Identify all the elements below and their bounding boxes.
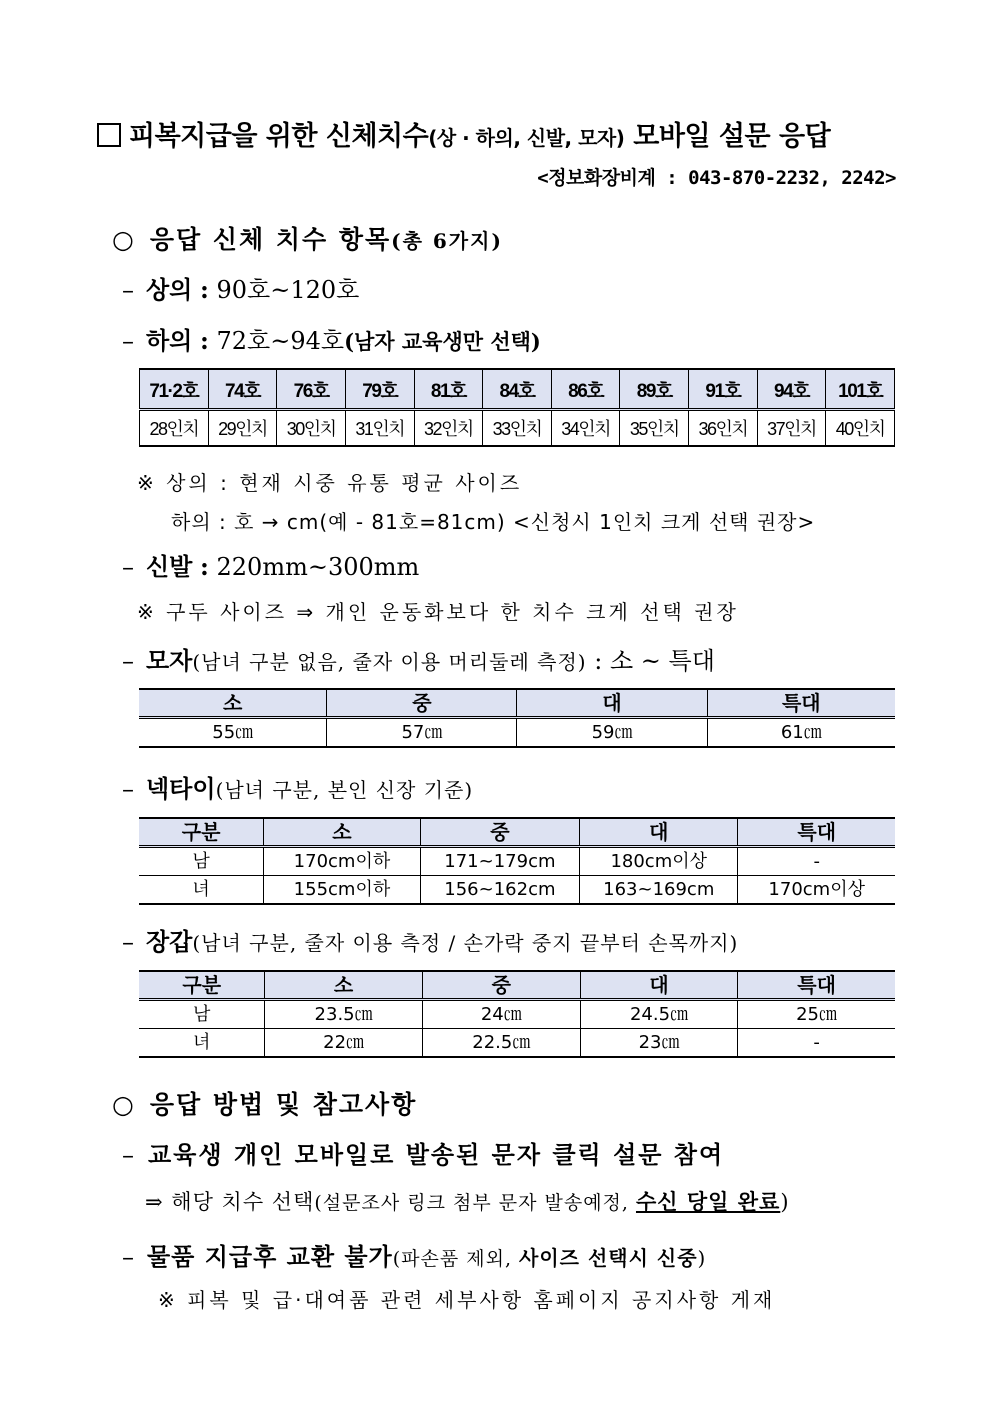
hat-line (122, 641, 715, 676)
dash: – (122, 327, 134, 355)
table-row (139, 876, 895, 905)
circle-bullet: ○ (112, 1090, 136, 1119)
section-method (112, 1085, 417, 1121)
gloves-cell: 24㎝ (422, 1000, 580, 1029)
dash: – (122, 1141, 136, 1169)
shoes-value: 220mm~300mm (216, 553, 420, 581)
table-header-row (139, 971, 895, 1000)
hat-size-header: 중 (327, 689, 517, 718)
method-sub-emphasis: 수신 당일 완료 (635, 1189, 781, 1214)
section-label: 응답 신체 치수 항목 (149, 225, 392, 254)
shoes-label: 신발 (146, 552, 193, 581)
pants-size-table (139, 368, 895, 447)
note-clothes-1: ※ 상의 : 현재 시중 유통 평균 사이즈 (137, 471, 523, 495)
section-body-sizes (112, 220, 503, 256)
shoes-line (122, 547, 419, 582)
pants-size-cell: 36인치 (689, 410, 758, 447)
method-sub-line (145, 1186, 790, 1216)
pants-size-header: 81호 (414, 369, 483, 410)
dash: – (122, 928, 134, 956)
bottom-value: 72호~94호 (216, 327, 345, 355)
necktie-cell: 170cm이상 (738, 876, 895, 905)
pants-size-header: 76호 (277, 369, 346, 410)
exchange-paren: (파손품 제외, (392, 1248, 520, 1270)
necktie-cell: 180cm이상 (580, 847, 738, 876)
pants-size-header: 94호 (757, 369, 826, 410)
top-label: 상의 (146, 275, 193, 304)
necktie-cell: 156~162cm (420, 876, 579, 905)
gloves-header-cell: 중 (422, 971, 580, 1000)
necktie-header-cell: 대 (580, 818, 738, 847)
gloves-cell: 녀 (139, 1029, 265, 1058)
necktie-header-cell: 구분 (139, 818, 264, 847)
top-value: 90호~120호 (216, 276, 360, 304)
pants-size-cell: 34인치 (551, 410, 620, 447)
gloves-header-cell: 특대 (738, 971, 895, 1000)
necktie-label: 넥타이 (146, 774, 216, 803)
method-sub-paren: (설문조사 링크 첨부 문자 발송예정, (314, 1192, 636, 1214)
necktie-header-cell: 소 (264, 818, 421, 847)
pants-size-cell: 29인치 (208, 410, 277, 447)
table-row (139, 847, 895, 876)
method-sub-text: 해당 치수 선택 (171, 1190, 315, 1214)
pants-size-header: 74호 (208, 369, 277, 410)
gloves-note: (남녀 구분, 줄자 이용 측정 / 손가락 중지 끝부터 손목까지) (192, 931, 739, 955)
necktie-cell: 녀 (139, 876, 264, 905)
hat-size-cell: 57㎝ (327, 718, 517, 748)
gloves-cell: 25㎝ (738, 1000, 895, 1029)
page-title (97, 114, 830, 153)
hat-size-cell: 55㎝ (139, 718, 327, 748)
gloves-header-cell: 대 (580, 971, 737, 1000)
bottom-size-line (122, 321, 541, 356)
title-paren: (상 · 하의, 신발, 모자) (428, 126, 625, 150)
necktie-cell: 155cm이하 (264, 876, 421, 905)
title-tail: 모바일 설문 응답 (633, 121, 831, 152)
colon: : (200, 552, 209, 581)
pants-size-header: 91호 (689, 369, 758, 410)
gloves-header-cell: 소 (265, 971, 422, 1000)
gloves-cell: 23㎝ (580, 1029, 737, 1058)
pants-size-cell: 31인치 (345, 410, 414, 447)
pants-size-cell: 28인치 (140, 410, 209, 447)
paren-close: ) (780, 1190, 790, 1214)
paren-close: ) (697, 1246, 707, 1270)
gloves-cell: - (738, 1029, 895, 1058)
method-line (122, 1135, 724, 1170)
pants-size-header: 89호 (620, 369, 689, 410)
pants-size-cell: 37인치 (757, 410, 826, 447)
table-header-row (139, 818, 895, 847)
pants-size-header: 101호 (826, 369, 895, 410)
pants-size-header: 86호 (551, 369, 620, 410)
necktie-cell: 170cm이하 (264, 847, 421, 876)
pants-size-header: 84호 (483, 369, 552, 410)
hat-size-header: 소 (139, 689, 327, 718)
dash: – (122, 1243, 135, 1271)
hat-label: 모자 (146, 646, 193, 675)
pants-size-cell: 32인치 (414, 410, 483, 447)
necktie-cell: 163~169cm (580, 876, 738, 905)
colon: : (200, 326, 209, 355)
pants-size-header: 79호 (345, 369, 414, 410)
gloves-cell: 24.5㎝ (580, 1000, 737, 1029)
bottom-note: (남자 교육생만 선택) (344, 329, 541, 354)
table-row (139, 1000, 895, 1029)
hat-size-header: 대 (517, 689, 707, 718)
hat-size-cell: 59㎝ (517, 718, 707, 748)
note-clothes-2: 하의 : 호 → cm(예 - 81호=81cm) <신청시 1인치 크게 선택 권장> (171, 510, 816, 534)
dash: – (122, 647, 134, 675)
gloves-line (122, 922, 738, 957)
gloves-label: 장갑 (146, 927, 193, 956)
necktie-line (122, 769, 473, 804)
necktie-size-table (139, 817, 895, 905)
necktie-cell: 남 (139, 847, 264, 876)
title-main: 피복지급을 위한 신체치수 (129, 121, 429, 152)
necktie-note: (남녀 구분, 본인 신장 기준) (215, 778, 474, 802)
top-size-line (122, 270, 359, 305)
section-label: 응답 방법 및 참고사항 (149, 1090, 418, 1119)
pants-size-cell: 33인치 (483, 410, 552, 447)
table-row (139, 1029, 895, 1058)
double-arrow-icon: ⇒ (145, 1190, 164, 1214)
pants-size-cell: 35인치 (620, 410, 689, 447)
necktie-header-cell: 특대 (738, 818, 895, 847)
necktie-cell: 171~179cm (420, 847, 579, 876)
dash: – (122, 553, 134, 581)
gloves-header-cell: 구분 (139, 971, 265, 1000)
exchange-label: 물품 지급후 교환 불가 (147, 1242, 393, 1271)
exchange-line (122, 1237, 706, 1272)
hat-size-header: 특대 (707, 689, 895, 718)
final-note: ※ 피복 및 급·대여품 관련 세부사항 홈페이지 공지사항 게재 (158, 1288, 776, 1312)
gloves-cell: 22㎝ (265, 1029, 422, 1058)
gloves-size-table (139, 970, 895, 1058)
colon: : (200, 275, 209, 304)
hat-range: : 소 ~ 특대 (594, 647, 715, 675)
section-paren: (총 6가지) (391, 229, 503, 253)
method-label: 교육생 개인 모바일로 발송된 문자 클릭 설문 참여 (148, 1140, 725, 1169)
shoes-note: ※ 구두 사이즈 ⇒ 개인 운동화보다 한 치수 크게 선택 권장 (137, 600, 739, 624)
circle-bullet: ○ (112, 225, 136, 254)
pants-size-cell: 40인치 (826, 410, 895, 447)
checkbox-icon (97, 123, 121, 147)
necktie-cell: - (738, 847, 895, 876)
dash: – (122, 276, 134, 304)
gloves-cell: 남 (139, 1000, 265, 1029)
contact-info: <정보화장비계 : 043-870-2232, 2242> (537, 167, 896, 189)
necktie-header-cell: 중 (420, 818, 579, 847)
exchange-emphasis: 사이즈 선택시 신중 (519, 1246, 698, 1270)
gloves-cell: 23.5㎝ (265, 1000, 422, 1029)
gloves-cell: 22.5㎝ (422, 1029, 580, 1058)
dash: – (122, 775, 134, 803)
pants-size-cell: 30인치 (277, 410, 346, 447)
hat-size-table (139, 688, 895, 748)
hat-note: (남녀 구분 없음, 줄자 이용 머리둘레 측정) (192, 650, 587, 674)
hat-size-cell: 61㎝ (707, 718, 895, 748)
pants-size-header: 71·2호 (140, 369, 209, 410)
bottom-label: 하의 (146, 326, 193, 355)
